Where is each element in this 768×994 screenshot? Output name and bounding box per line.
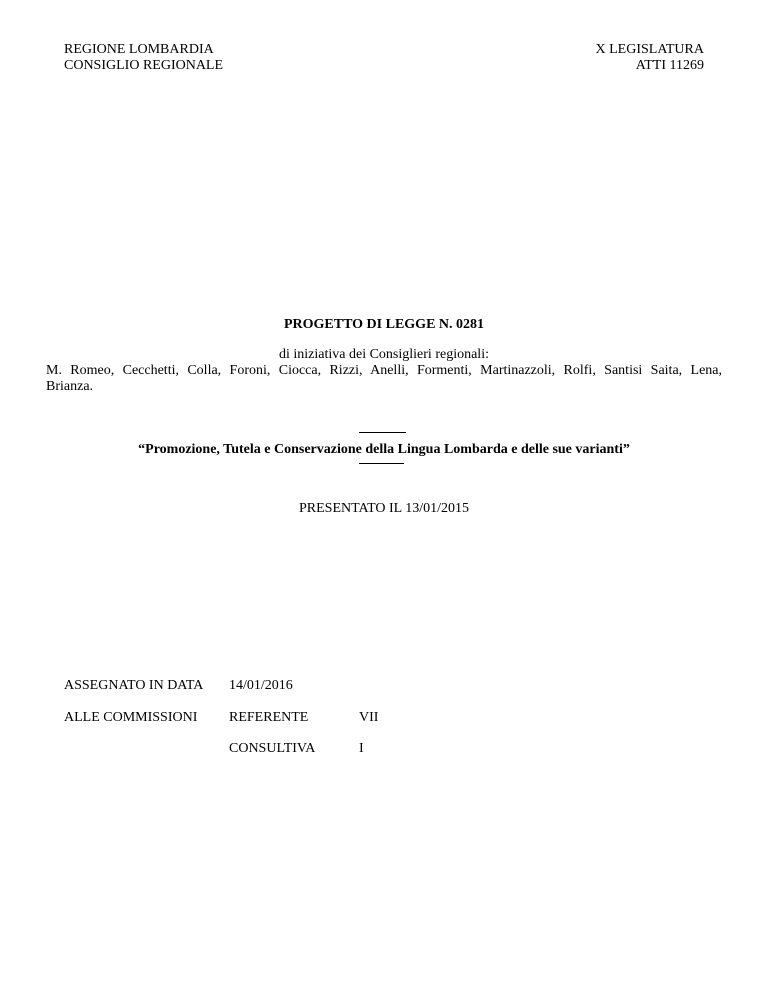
initiative-line: di iniziativa dei Consiglieri regionali: [279,347,489,362]
referente-value: VII [359,710,379,725]
legislature-label: X LEGISLATURA [595,42,704,57]
header-right [596,42,705,74]
council-name: CONSIGLIO REGIONALE [64,58,224,73]
assigned-label: ASSEGNATO IN DATA [64,678,204,693]
header-left [64,42,223,74]
bill-title: PROGETTO DI LEGGE N. 0281 [283,317,485,332]
law-title: “Promozione, Tutela e Conservazione della Lingua Lombarda e delle sue varianti” [138,442,630,457]
authors-list: M. Romeo, Cecchetti, Colla, Foroni, Ciocca, Rizzi, Anelli, Formenti, Martinazzoli, Rolfi, Santisi Saita, Lena, Brianza. [46,363,722,394]
separator-bottom [359,463,404,464]
referente-label: REFERENTE [229,710,309,725]
consultiva-value: I [359,741,364,756]
separator-top [359,432,406,433]
presented-date: PRESENTATO IL 13/01/2015 [299,501,469,516]
region-name: REGIONE LOMBARDIA [64,42,214,57]
acts-number: ATTI 11269 [635,58,704,73]
consultiva-label: CONSULTIVA [229,741,316,756]
assigned-date: 14/01/2016 [229,678,293,693]
commissions-label: ALLE COMMISSIONI [64,710,198,725]
